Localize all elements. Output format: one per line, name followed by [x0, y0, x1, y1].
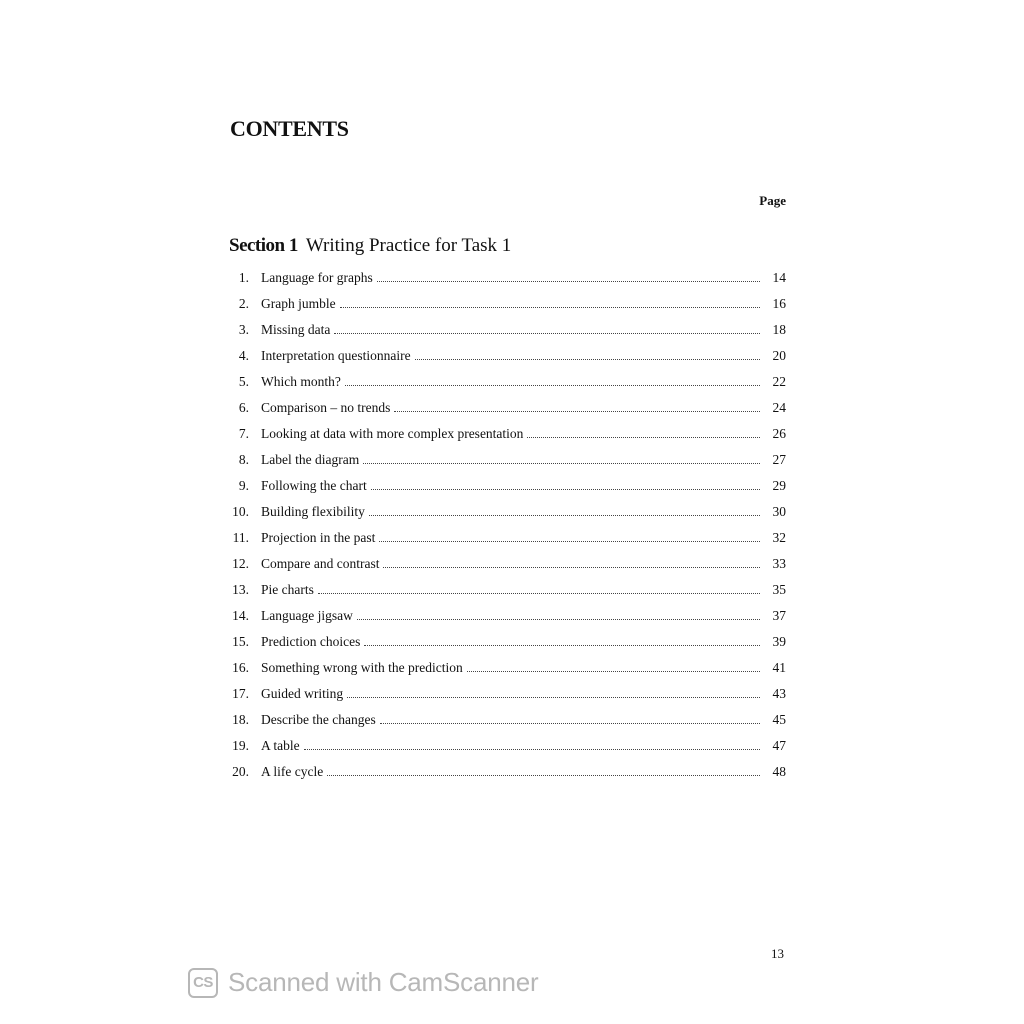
toc-entry-number: 3.: [238, 322, 249, 337]
toc-entry-page: 16: [772, 296, 786, 311]
toc-entry-page: 18: [772, 322, 786, 337]
toc-entry-title: Describe the changes: [261, 712, 376, 727]
toc-entry-title: Guided writing: [261, 686, 344, 701]
page-column-label: Page: [759, 193, 786, 208]
toc-entry-title: Pie charts: [261, 582, 314, 597]
toc-entry-page: 33: [772, 556, 786, 571]
toc-entry-number: 12.: [232, 556, 249, 571]
toc-entry: [222, 452, 786, 478]
toc-entry-title: Building flexibility: [261, 504, 365, 519]
dot-leader: [371, 489, 760, 490]
toc-entry-page: 32: [772, 530, 786, 545]
toc-entry-title: Missing data: [261, 322, 331, 337]
toc-entry-title: Projection in the past: [261, 530, 376, 545]
dot-leader: [357, 619, 760, 620]
toc-entry-page: 41: [772, 660, 786, 675]
toc-entry-page: 27: [772, 452, 786, 467]
toc-entry-title: Following the chart: [261, 478, 367, 493]
toc-entry: [222, 348, 786, 374]
section-heading: [229, 235, 511, 257]
dot-leader: [345, 385, 760, 386]
toc-entry-title: Which month?: [261, 374, 341, 389]
toc-entry-page: 47: [772, 738, 786, 753]
dot-leader: [415, 359, 760, 360]
toc-entry: [222, 686, 786, 712]
toc-entry-title: Language for graphs: [261, 270, 373, 285]
table-of-contents: [222, 270, 786, 790]
dot-leader: [383, 567, 760, 568]
toc-entry-title: Graph jumble: [261, 296, 336, 311]
toc-entry: [222, 296, 786, 322]
toc-entry-number: 19.: [232, 738, 249, 753]
toc-entry-number: 10.: [232, 504, 249, 519]
toc-entry-number: 1.: [238, 270, 249, 285]
dot-leader: [363, 463, 760, 464]
toc-entry-title: Compare and contrast: [261, 556, 380, 571]
toc-entry-page: 14: [772, 270, 786, 285]
toc-entry-title: Interpretation questionnaire: [261, 348, 411, 363]
toc-entry: [222, 608, 786, 634]
toc-entry-number: 18.: [232, 712, 249, 727]
toc-entry-page: 26: [772, 426, 786, 441]
toc-entry-page: 24: [772, 400, 786, 415]
toc-entry-number: 14.: [232, 608, 249, 623]
toc-entry: [222, 764, 786, 790]
toc-entry: [222, 556, 786, 582]
toc-entry: [222, 270, 786, 296]
dot-leader: [394, 411, 760, 412]
toc-entry: [222, 738, 786, 764]
dot-leader: [377, 281, 760, 282]
watermark-text: Scanned with CamScanner: [228, 967, 539, 997]
toc-entry: [222, 426, 786, 452]
camscanner-logo-icon: CS: [188, 968, 218, 998]
dot-leader: [304, 749, 760, 750]
toc-entry-number: 4.: [238, 348, 249, 363]
toc-entry: [222, 504, 786, 530]
dot-leader: [327, 775, 760, 776]
toc-entry-title: Something wrong with the prediction: [261, 660, 463, 675]
toc-entry-page: 45: [772, 712, 786, 727]
toc-entry-number: 8.: [238, 452, 249, 467]
dot-leader: [369, 515, 760, 516]
dot-leader: [334, 333, 760, 334]
section-title: Writing Practice for Task 1: [305, 235, 512, 256]
toc-entry-title: A life cycle: [261, 764, 324, 779]
toc-entry-number: 5.: [238, 374, 249, 389]
toc-entry: [222, 712, 786, 738]
toc-entry: [222, 582, 786, 608]
contents-title: CONTENTS: [230, 116, 349, 141]
dot-leader: [340, 307, 760, 308]
toc-entry-number: 13.: [232, 582, 249, 597]
camscanner-watermark: [188, 967, 538, 998]
section-number: Section 1: [229, 235, 298, 256]
dot-leader: [364, 645, 760, 646]
dot-leader: [347, 697, 760, 698]
dot-leader: [380, 723, 760, 724]
toc-entry: [222, 634, 786, 660]
toc-entry-number: 16.: [232, 660, 249, 675]
toc-entry-page: 43: [772, 686, 786, 701]
toc-entry-title: Looking at data with more complex presentation: [261, 426, 524, 441]
toc-entry-page: 20: [772, 348, 786, 363]
toc-entry-number: 15.: [232, 634, 249, 649]
dot-leader: [467, 671, 760, 672]
toc-entry-number: 7.: [238, 426, 249, 441]
toc-entry-title: Comparison – no trends: [261, 400, 391, 415]
dot-leader: [318, 593, 760, 594]
toc-entry-page: 37: [772, 608, 786, 623]
toc-entry: [222, 530, 786, 556]
toc-entry-page: 30: [772, 504, 786, 519]
toc-entry-number: 9.: [238, 478, 249, 493]
dot-leader: [527, 437, 760, 438]
page-number: 13: [771, 946, 784, 961]
dot-leader: [379, 541, 760, 542]
toc-entry: [222, 660, 786, 686]
toc-entry: [222, 478, 786, 504]
toc-entry: [222, 322, 786, 348]
toc-entry: [222, 400, 786, 426]
toc-entry-page: 22: [772, 374, 786, 389]
toc-entry-title: A table: [261, 738, 300, 753]
toc-entry-number: 11.: [232, 530, 249, 545]
toc-entry-number: 17.: [232, 686, 249, 701]
toc-entry: [222, 374, 786, 400]
toc-entry-page: 35: [772, 582, 786, 597]
toc-entry-title: Prediction choices: [261, 634, 361, 649]
toc-entry-title: Label the diagram: [261, 452, 360, 467]
toc-entry-page: 48: [772, 764, 786, 779]
toc-entry-page: 29: [772, 478, 786, 493]
toc-entry-number: 6.: [238, 400, 249, 415]
toc-entry-title: Language jigsaw: [261, 608, 353, 623]
toc-entry-number: 2.: [238, 296, 249, 311]
toc-entry-page: 39: [772, 634, 786, 649]
toc-entry-number: 20.: [232, 764, 249, 779]
